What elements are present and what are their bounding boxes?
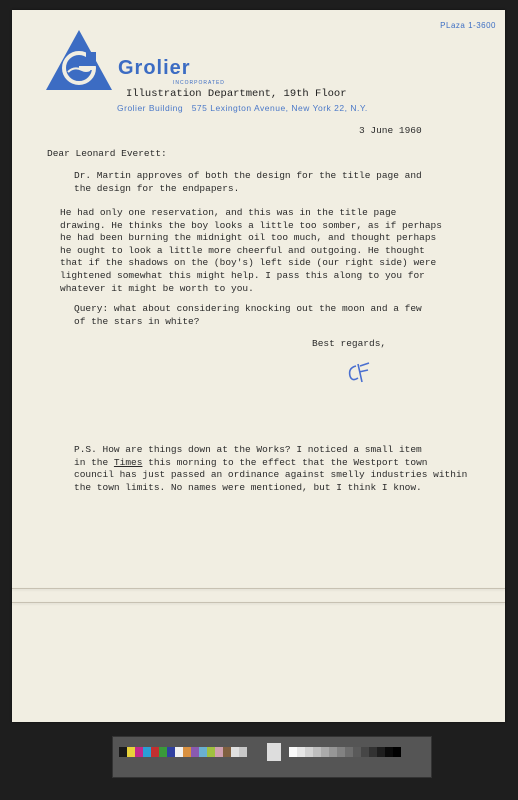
- department-line: Illustration Department, 19th Floor: [126, 88, 347, 100]
- salutation: Dear Leonard Everett:: [47, 148, 167, 159]
- color-calibration-bar: [112, 736, 432, 778]
- fold-line: [12, 588, 505, 589]
- closing: Best regards,: [312, 338, 387, 349]
- calibration-labels: [113, 764, 431, 769]
- phone-number: PLaza 1-3600: [440, 21, 496, 30]
- ps-line-2-pre: in the: [74, 456, 114, 468]
- brand-subtitle: INCORPORATED: [173, 80, 225, 86]
- letter-date: 3 June 1960: [359, 125, 422, 136]
- brand-name: Grolier: [118, 57, 191, 79]
- paragraph-2: He had only one reservation, and this was in the title page drawing. He thinks the boy looks a little too somber, as if perhaps he had been burning the midnight oil too much, and thought perhaps he ought to look a little more cheerful and outgoing. He thought that if the shadows on the (boy's) left side (our right side) were lightened somewhat this might help. I pass this along to you for whatever it might be worth to you.: [60, 207, 442, 294]
- address-line: Grolier Building 575 Lexington Avenue, New York 22, N.Y.: [117, 103, 368, 113]
- calibration-target: [267, 743, 281, 761]
- paragraph-1: Dr. Martin approves of both the design for the title page and the design for the endpapers.: [74, 170, 422, 194]
- ps-times-underlined: Times: [113, 456, 143, 468]
- gray-swatches: [289, 747, 401, 757]
- ps-line-1: P.S. How are things down at the Works? I noticed a small item: [74, 444, 422, 455]
- grolier-logo-icon: [44, 28, 114, 92]
- ps-line-3: council has just passed an ordinance against smelly industries within the town limits. No names were mentioned, but I think I know.: [74, 469, 468, 493]
- fold-line: [12, 602, 505, 603]
- ps-line-2-post: this morning to the effect that the Westport town: [142, 456, 428, 468]
- postscript: [74, 444, 467, 494]
- handwritten-initials: [346, 362, 370, 384]
- letter-page: [12, 10, 505, 722]
- color-swatches: [119, 747, 255, 757]
- paragraph-3: Query: what about considering knocking out the moon and a few of the stars in white?: [74, 303, 422, 327]
